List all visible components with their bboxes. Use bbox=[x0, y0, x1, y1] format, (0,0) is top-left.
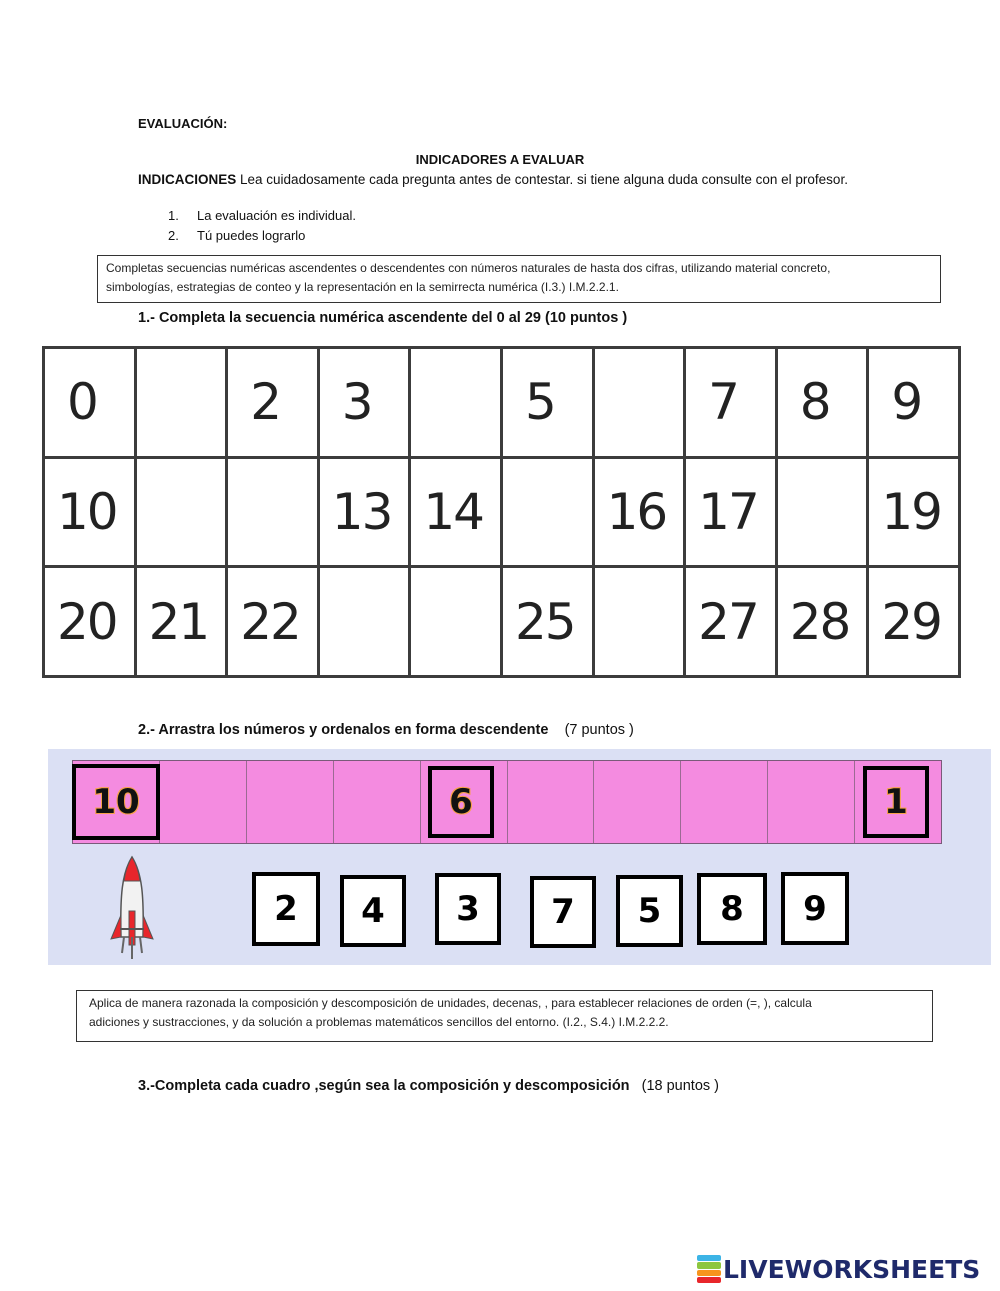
grid-number-cell: 17 bbox=[685, 457, 777, 567]
grid-blank-cell[interactable] bbox=[776, 457, 868, 567]
rules-list bbox=[168, 206, 356, 246]
indicator-line: adiciones y sustracciones, y da solución a problemas matemáticos sencillos del entorno. (I.2., S.4.) I.M.2.2.2. bbox=[89, 1015, 669, 1029]
question-3-points: (18 puntos ) bbox=[641, 1078, 720, 1094]
question-3-title bbox=[138, 1078, 719, 1094]
rule-text: Tú puedes lograrlo bbox=[197, 228, 306, 243]
indicator-line: Aplica de manera razonada la composición y descomposición de unidades, decenas, , para establecer relaciones de orden (=, ), calcula bbox=[89, 996, 812, 1010]
grid-blank-cell[interactable] bbox=[593, 348, 685, 458]
indicator-box-2 bbox=[76, 990, 933, 1042]
draggable-tile[interactable] bbox=[435, 873, 501, 945]
grid-number-cell: 5 bbox=[501, 348, 593, 458]
drop-slot[interactable] bbox=[594, 761, 681, 843]
drop-slot[interactable] bbox=[508, 761, 595, 843]
draggable-tile[interactable] bbox=[781, 872, 849, 945]
grid-number-cell: 19 bbox=[868, 457, 960, 567]
grid-number-cell: 7 bbox=[685, 348, 777, 458]
fixed-tile bbox=[428, 766, 494, 838]
question-2-points: (7 puntos ) bbox=[564, 722, 634, 738]
question-1-title: 1.- Completa la secuencia numérica ascendente del 0 al 29 (10 puntos ) bbox=[138, 310, 628, 326]
logo-icon bbox=[697, 1255, 721, 1283]
drop-slot[interactable] bbox=[681, 761, 768, 843]
fixed-tile bbox=[72, 764, 160, 840]
tile-label: 2 bbox=[274, 889, 298, 929]
evaluation-title: EVALUACIÓN: bbox=[138, 116, 228, 131]
draggable-tile[interactable] bbox=[252, 872, 320, 946]
grid-number-cell: 27 bbox=[685, 567, 777, 677]
grid-number-cell: 10 bbox=[44, 457, 136, 567]
grid-row bbox=[44, 348, 960, 458]
grid-number-cell: 13 bbox=[318, 457, 410, 567]
grid-row bbox=[44, 457, 960, 567]
grid-number-cell: 2 bbox=[227, 348, 319, 458]
tile-label: 8 bbox=[720, 889, 744, 929]
grid-number-cell: 29 bbox=[868, 567, 960, 677]
drop-slot[interactable] bbox=[334, 761, 421, 843]
indicator-line: simbologías, estrategias de conteo y la representación en la semirrecta numérica (I.3.) I.M.2.2.1. bbox=[106, 280, 619, 294]
grid-blank-cell[interactable] bbox=[227, 457, 319, 567]
rocket-icon bbox=[108, 855, 156, 965]
question-2-title bbox=[138, 722, 634, 738]
grid-number-cell: 14 bbox=[410, 457, 502, 567]
tile-label: 4 bbox=[361, 891, 385, 931]
grid-row bbox=[44, 567, 960, 677]
rule-text: La evaluación es individual. bbox=[197, 208, 356, 223]
grid-number-cell: 9 bbox=[868, 348, 960, 458]
tile-label: 7 bbox=[551, 892, 575, 932]
instructions bbox=[138, 171, 868, 189]
tile-label: 3 bbox=[456, 889, 480, 929]
rule-number: 1. bbox=[168, 208, 179, 223]
indicators-heading: INDICADORES A EVALUAR bbox=[415, 152, 585, 167]
grid-number-cell: 22 bbox=[227, 567, 319, 677]
grid-blank-cell[interactable] bbox=[593, 567, 685, 677]
tile-label: 1 bbox=[884, 782, 908, 822]
draggable-tile[interactable] bbox=[697, 873, 767, 945]
grid-blank-cell[interactable] bbox=[410, 567, 502, 677]
tile-label: 10 bbox=[92, 782, 140, 822]
fixed-tile bbox=[863, 766, 929, 838]
liveworksheets-logo bbox=[697, 1254, 980, 1284]
number-sequence-grid bbox=[42, 346, 961, 678]
logo-text: LIVEWORKSHEETS bbox=[723, 1254, 981, 1284]
grid-number-cell: 28 bbox=[776, 567, 868, 677]
grid-blank-cell[interactable] bbox=[410, 348, 502, 458]
question-2-text: 2.- Arrastra los números y ordenalos en forma descendente bbox=[138, 722, 549, 738]
drop-slot[interactable] bbox=[768, 761, 855, 843]
tile-label: 6 bbox=[449, 782, 473, 822]
grid-number-cell: 0 bbox=[44, 348, 136, 458]
drop-strip bbox=[72, 760, 942, 844]
grid-blank-cell[interactable] bbox=[135, 348, 227, 458]
grid-blank-cell[interactable] bbox=[501, 457, 593, 567]
grid-number-cell: 20 bbox=[44, 567, 136, 677]
grid-blank-cell[interactable] bbox=[135, 457, 227, 567]
tile-label: 5 bbox=[637, 891, 662, 931]
question-3-text: 3.-Completa cada cuadro ,según sea la composición y descomposición bbox=[138, 1078, 630, 1094]
draggable-tile[interactable] bbox=[530, 876, 596, 948]
grid-blank-cell[interactable] bbox=[318, 567, 410, 677]
grid-number-cell: 3 bbox=[318, 348, 410, 458]
grid-number-cell: 25 bbox=[501, 567, 593, 677]
draggable-tile[interactable] bbox=[616, 875, 683, 947]
grid-number-cell: 8 bbox=[776, 348, 868, 458]
grid-number-cell: 16 bbox=[593, 457, 685, 567]
draggable-tile[interactable] bbox=[340, 875, 406, 947]
rule-item bbox=[168, 226, 356, 246]
grid-number-cell: 21 bbox=[135, 567, 227, 677]
instructions-label: INDICACIONES bbox=[138, 172, 237, 187]
rule-number: 2. bbox=[168, 228, 179, 243]
drop-slot[interactable] bbox=[247, 761, 334, 843]
instructions-text: Lea cuidadosamente cada pregunta antes de contestar. si tiene alguna duda consulte con el profesor. bbox=[236, 172, 848, 187]
tile-label: 9 bbox=[803, 888, 827, 929]
rule-item bbox=[168, 206, 356, 226]
drop-slot[interactable] bbox=[160, 761, 247, 843]
indicator-box-1 bbox=[97, 255, 941, 303]
indicator-line: Completas secuencias numéricas ascendentes o descendentes con números naturales de hasta dos cifras, utilizando material concreto, bbox=[106, 261, 831, 275]
